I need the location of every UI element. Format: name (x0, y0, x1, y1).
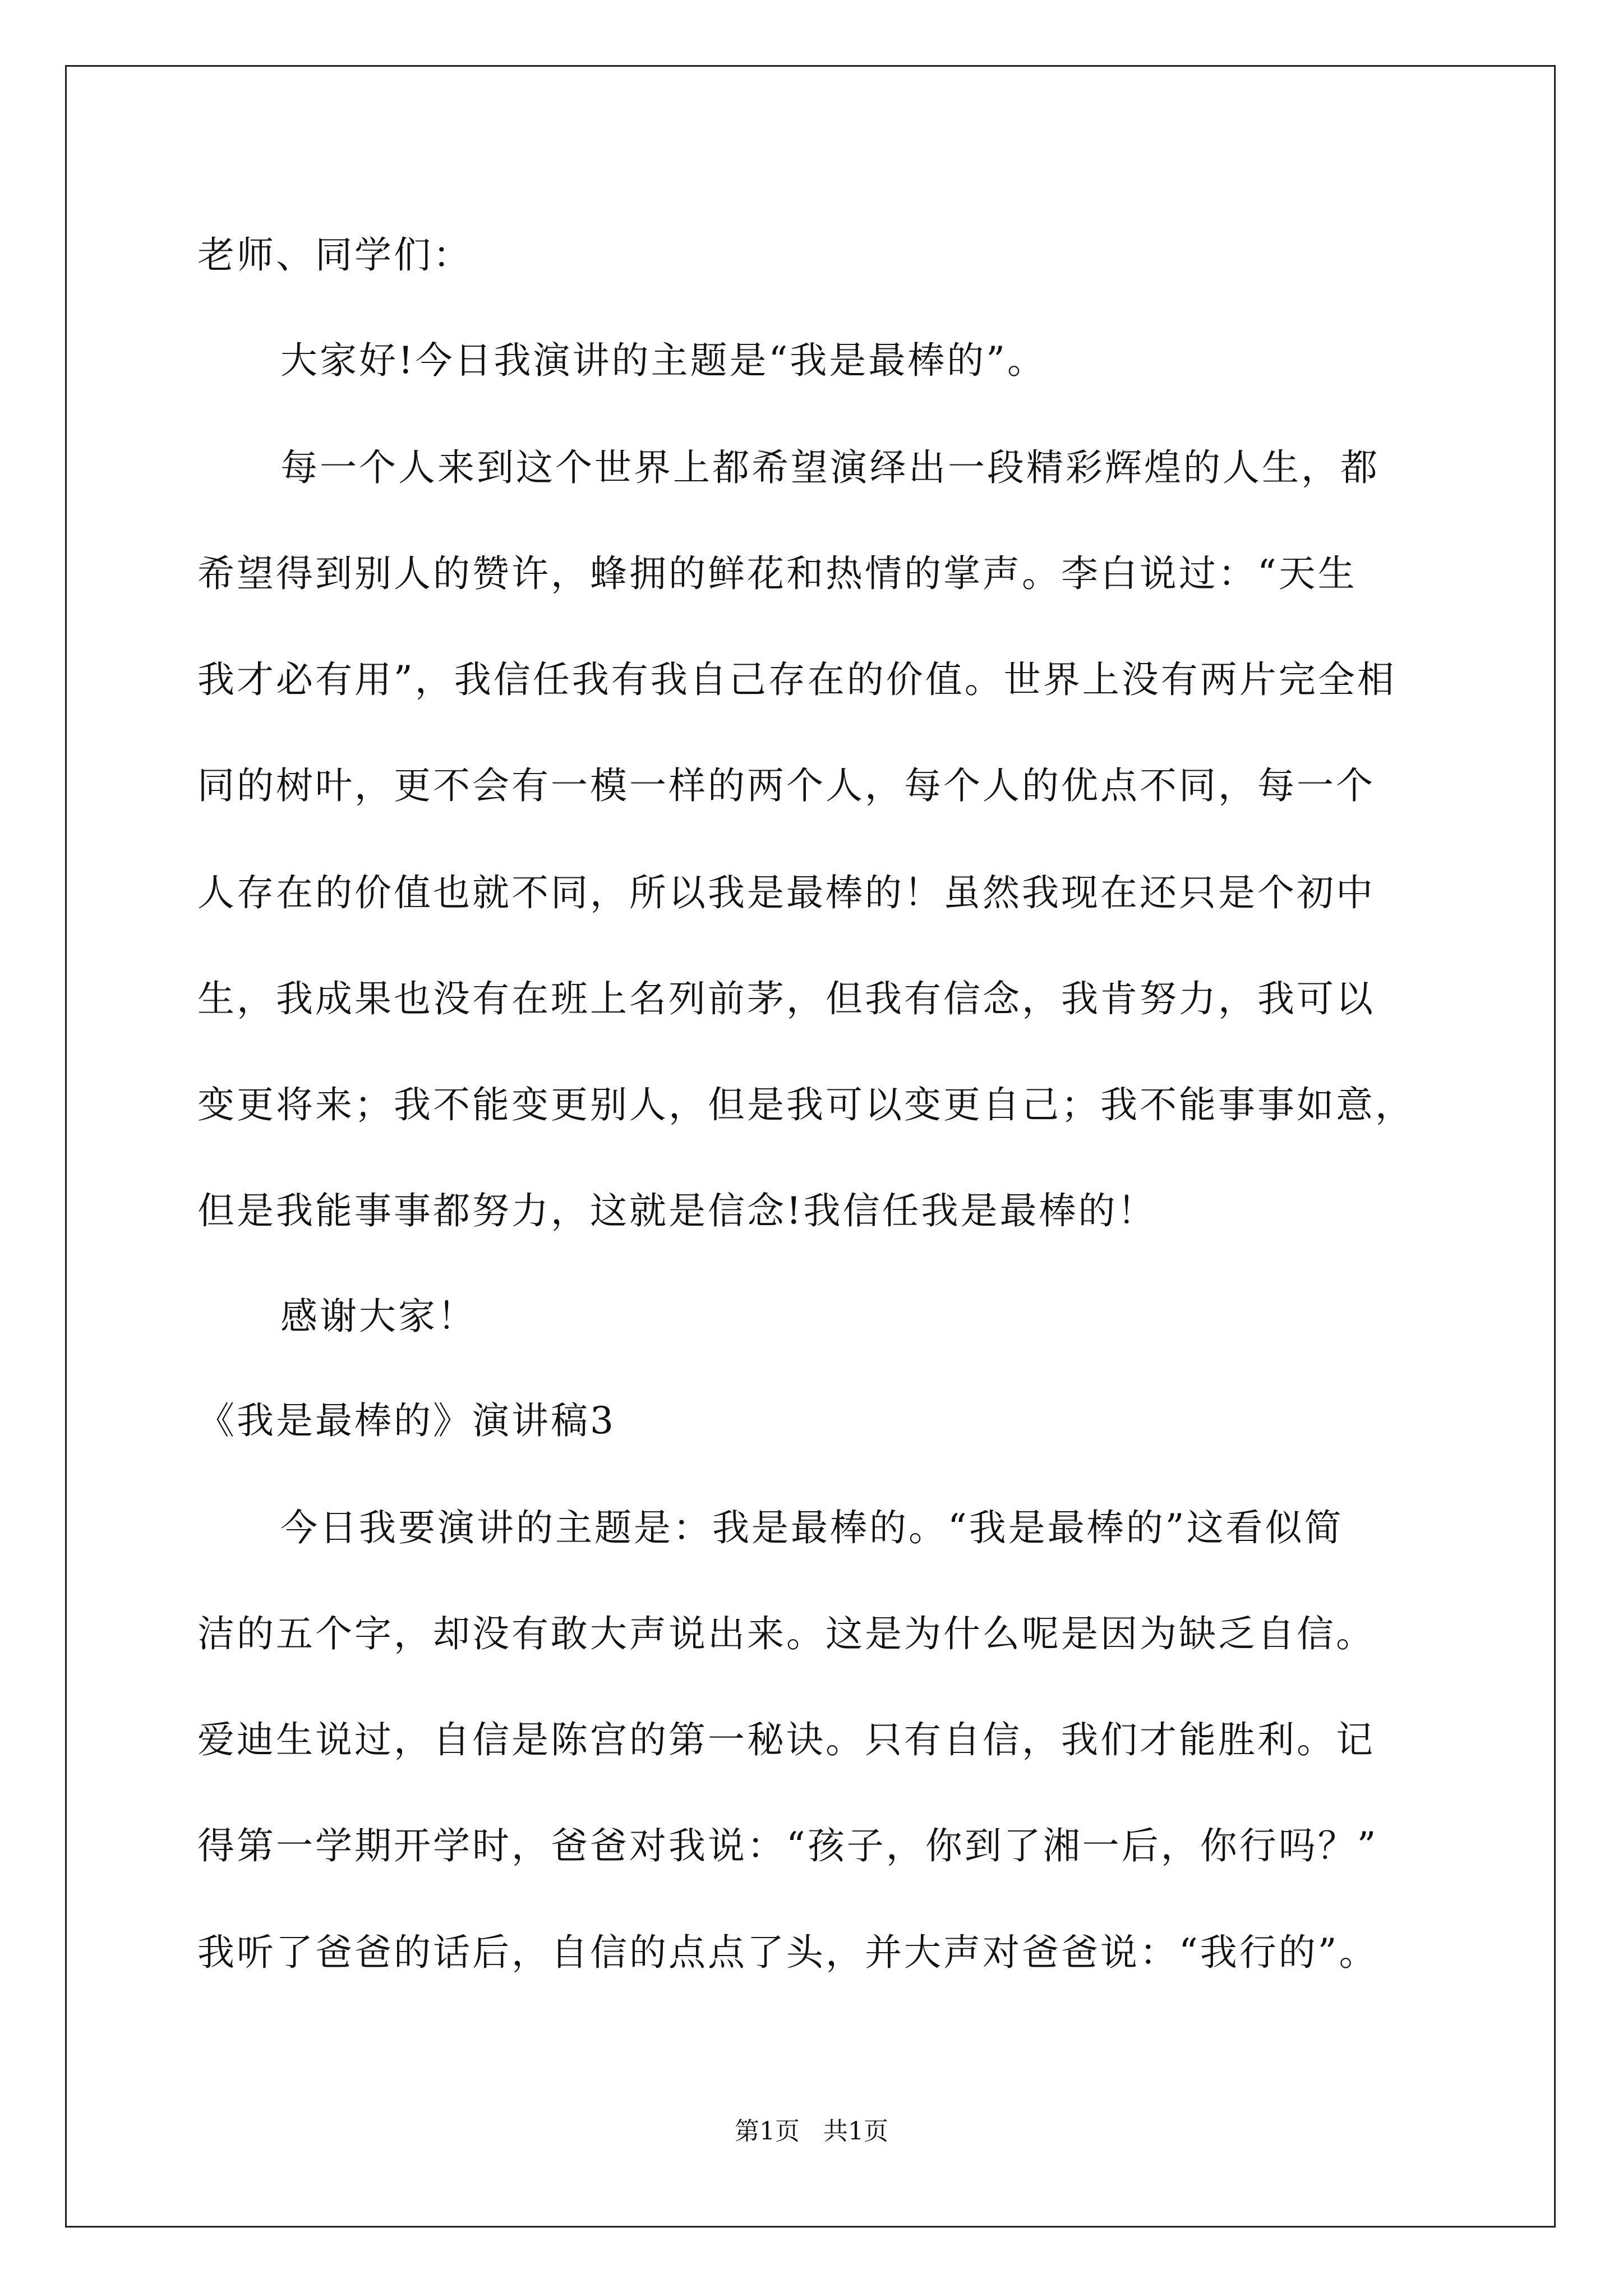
text-line: 今日我要演讲的主题是：我是最棒的。“我是最棒的”这看似简 (280, 1506, 1344, 1549)
text-line: 我才必有用”，我信任我有我自己存在的价值。世界上没有两片完全相 (197, 658, 1396, 701)
text-line: 得第一学期开学时，爸爸对我说：“孩子，你到了湘一后，你行吗？” (197, 1824, 1378, 1867)
text-line: 每一个人来到这个世界上都希望演绎出一段精彩辉煌的人生，都 (280, 446, 1380, 489)
text-line: 大家好!今日我演讲的主题是“我是最棒的”。 (280, 339, 1047, 382)
text-line: 生，我成果也没有在班上名列前茅，但我有信念，我肯努力，我可以 (197, 977, 1375, 1020)
text-line: 感谢大家！ (280, 1295, 477, 1338)
page-number: 第1页 共1页 (735, 2117, 888, 2146)
text-line: 但是我能事事都努力，这就是信念!我信任我是最棒的！ (197, 1189, 1157, 1232)
greeting-line: 老师、同学们： (197, 233, 472, 277)
text-line: 希望得到别人的赞许，蜂拥的鲜花和热情的掌声。李白说过：“天生 (197, 552, 1357, 595)
section-heading: 《我是最棒的》演讲稿3 (197, 1399, 616, 1442)
page-border (65, 65, 1556, 2228)
text-line: 人存在的价值也就不同，所以我是最棒的！虽然我现在还只是个初中 (197, 871, 1375, 914)
text-line: 我听了爸爸的话后，自信的点点了头，并大声对爸爸说：“我行的”。 (197, 1931, 1378, 1974)
text-line: 变更将来；我不能变更别人，但是我可以变更自己；我不能事事如意， (197, 1083, 1414, 1126)
text-line: 洁的五个字，却没有敢大声说出来。这是为什么呢是因为缺乏自信。 (197, 1612, 1375, 1655)
text-line: 同的树叶，更不会有一模一样的两个人，每个人的优点不同，每一个 (197, 764, 1375, 807)
text-line: 爱迪生说过，自信是陈宫的第一秘诀。只有自信，我们才能胜利。记 (197, 1718, 1375, 1761)
